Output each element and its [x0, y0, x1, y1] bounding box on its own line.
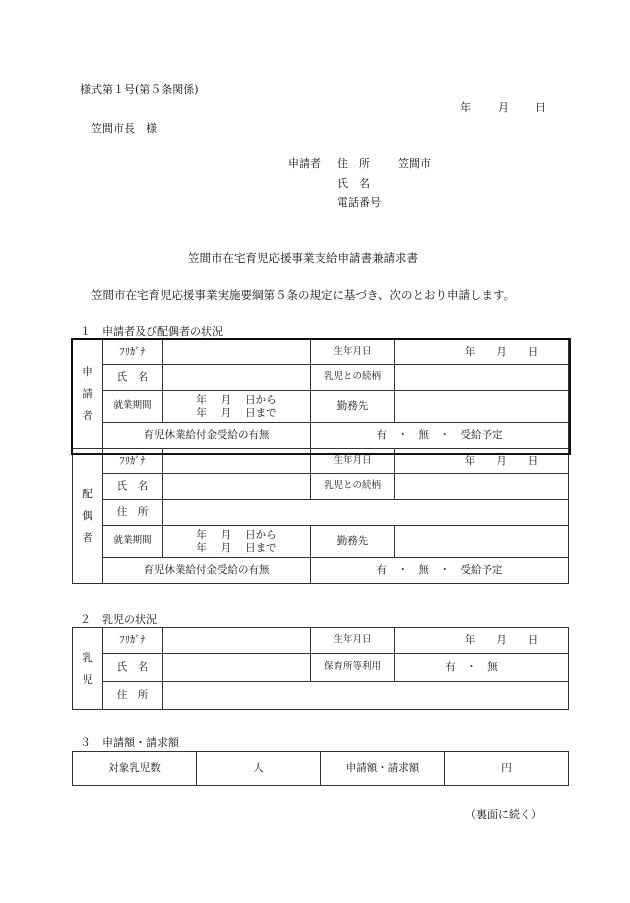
date-month-label: 月 — [498, 101, 509, 114]
applicant-side-label: 申 請 者 — [73, 340, 103, 449]
date-day-label: 日 — [535, 101, 546, 114]
applicant-birthdate-field[interactable]: 年 月 日 — [395, 340, 569, 365]
applicant-benefit-options[interactable]: 有 ・ 無 ・ 受給予定 — [311, 423, 569, 449]
spouse-benefit-options[interactable]: 有 ・ 無 ・ 受給予定 — [311, 558, 569, 584]
spouse-birthdate-field[interactable]: 年 月 日 — [395, 449, 569, 474]
applicant-birthdate-label: 生年月日 — [311, 340, 395, 365]
spouse-name-label: 氏 名 — [103, 474, 163, 500]
infant-daycare-label: 保育所等利用 — [311, 654, 395, 682]
infant-furigana-field[interactable] — [163, 628, 311, 654]
applicant-workplace-label: 勤務先 — [311, 391, 395, 423]
applicant-address-label: 住 所 — [337, 157, 370, 170]
applicant-period-label: 就業期間 — [103, 391, 163, 423]
applicant-period-from: 年 月 日から — [196, 394, 277, 407]
spouse-benefit-label: 育児休業給付金受給の有無 — [103, 558, 311, 584]
infant-name-field[interactable] — [163, 654, 311, 682]
spouse-name-field[interactable] — [163, 474, 311, 500]
applicant-relation-label: 乳児との続柄 — [311, 365, 395, 391]
amount-label: 申請額・請求額 — [321, 752, 445, 786]
applicant-address-value: 笠間市 — [398, 157, 431, 170]
infant-address-field[interactable] — [163, 682, 569, 710]
spouse-furigana-label: ﾌﾘｶﾞﾅ — [103, 449, 163, 474]
spouse-relation-field[interactable] — [395, 474, 569, 500]
applicant-name-label: 氏 名 — [103, 365, 163, 391]
applicant-workplace-field[interactable] — [395, 391, 569, 423]
applicant-benefit-label: 育児休業給付金受給の有無 — [103, 423, 311, 449]
spouse-address-label: 住 所 — [103, 500, 163, 526]
applicant-period-to: 年 月 日まで — [196, 406, 277, 419]
spouse-side-label: 配 偶 者 — [73, 449, 103, 584]
applicant-furigana-label: ﾌﾘｶﾞﾅ — [103, 340, 163, 365]
spouse-period-field[interactable] — [163, 526, 311, 558]
applicant-name-label: 氏 名 — [337, 177, 370, 190]
continued-note: （裏面に続く） — [465, 808, 542, 821]
section-3-heading: ３ 申請額・請求額 — [80, 736, 179, 749]
applicant-name-field[interactable] — [163, 365, 311, 391]
addressee: 笠間市長 様 — [91, 122, 157, 135]
infant-birthdate-field[interactable]: 年 月 日 — [395, 628, 569, 654]
spouse-address-field[interactable] — [163, 500, 569, 526]
spouse-relation-label: 乳児との続柄 — [311, 474, 395, 500]
infant-name-label: 氏 名 — [103, 654, 163, 682]
applicant-spouse-table — [72, 339, 569, 584]
applicant-phone-label: 電話番号 — [337, 196, 381, 209]
infant-side-label: 乳 児 — [73, 628, 103, 710]
intro-text: 笠間市在宅育児応援事業実施要綱第５条の規定に基づき、次のとおり申請します。 — [91, 288, 516, 302]
form-number: 様式第１号(第５条関係) — [80, 83, 199, 96]
applicant-furigana-field[interactable] — [163, 340, 311, 365]
applicant-relation-field[interactable] — [395, 365, 569, 391]
infant-furigana-label: ﾌﾘｶﾞﾅ — [103, 628, 163, 654]
document-title: 笠間市在宅育児応援事業支給申請書兼請求書 — [188, 251, 418, 265]
date-year-label: 年 — [460, 101, 471, 114]
section-2-heading: ２ 乳児の状況 — [80, 613, 157, 626]
infant-daycare-options[interactable]: 有 ・ 無 — [395, 654, 569, 682]
section-1-heading: １ 申請者及び配偶者の状況 — [80, 325, 223, 338]
spouse-birthdate-label: 生年月日 — [311, 449, 395, 474]
target-infants-label: 対象乳児数 — [73, 752, 197, 786]
spouse-workplace-field[interactable] — [395, 526, 569, 558]
spouse-workplace-label: 勤務先 — [311, 526, 395, 558]
spouse-period-label: 就業期間 — [103, 526, 163, 558]
infant-address-label: 住 所 — [103, 682, 163, 710]
amount-field[interactable]: 円 — [445, 752, 569, 786]
target-infants-field[interactable]: 人 — [197, 752, 321, 786]
spouse-furigana-field[interactable] — [163, 449, 311, 474]
applicant-label: 申請者 — [288, 157, 321, 170]
amount-table — [72, 751, 569, 786]
spouse-period-to: 年 月 日まで — [196, 541, 277, 554]
infant-birthdate-label: 生年月日 — [311, 628, 395, 654]
infant-table — [72, 627, 569, 710]
applicant-period-field[interactable] — [163, 391, 311, 423]
spouse-period-from: 年 月 日から — [196, 529, 277, 542]
